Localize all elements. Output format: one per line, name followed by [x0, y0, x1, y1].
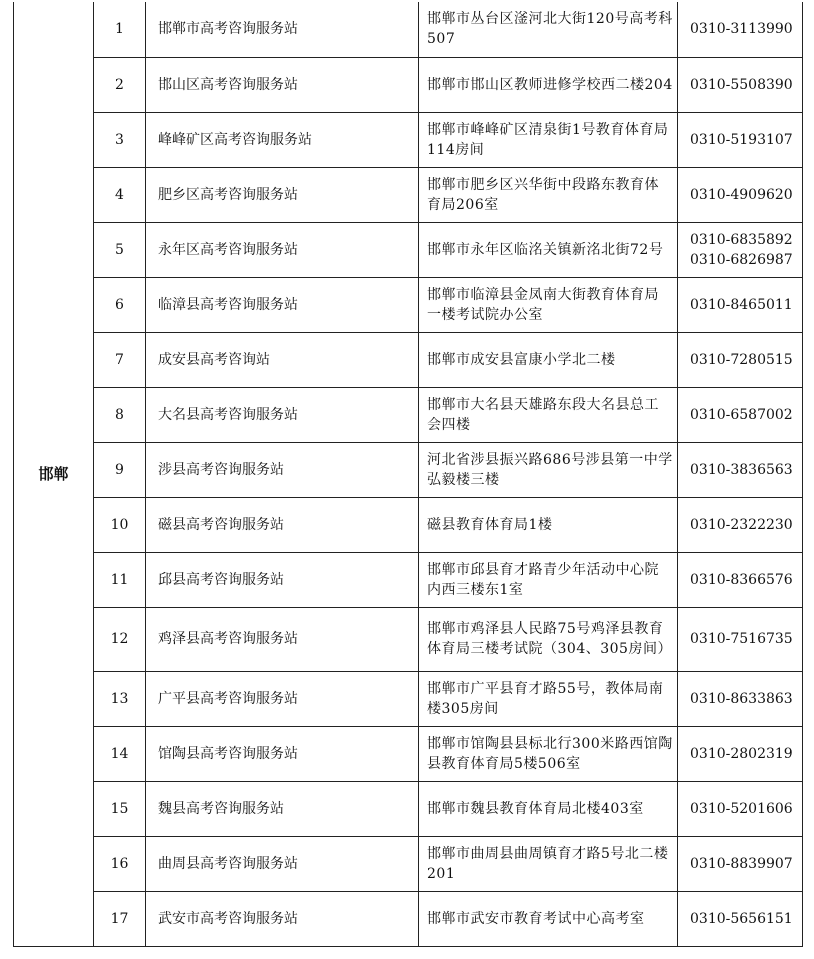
station-name: 武安市高考咨询服务站 [146, 891, 419, 946]
row-number: 5 [94, 222, 146, 277]
table-row [14, 277, 803, 332]
station-address: 邯郸市邱县育才路青少年活动中心院内西三楼东1室 [419, 552, 678, 607]
city-cell: 邯郸 [14, 2, 94, 947]
row-number: 10 [94, 497, 146, 552]
station-address: 河北省涉县振兴路686号涉县第一中学弘毅楼三楼 [419, 442, 678, 497]
station-name: 邯郸市高考咨询服务站 [146, 2, 419, 57]
station-address: 邯郸市广平县育才路55号，教体局南楼305房间 [419, 671, 678, 726]
station-address: 邯郸市鸡泽县人民路75号鸡泽县教育体育局三楼考试院（304、305房间） [419, 607, 678, 671]
station-address: 邯郸市永年区临洺关镇新洺北街72号 [419, 222, 678, 277]
phone-number: 0310-6835892 [690, 231, 793, 248]
station-phone [678, 552, 803, 607]
station-address: 邯郸市曲周县曲周镇育才路5号北二楼201 [419, 836, 678, 891]
station-name: 磁县高考咨询服务站 [146, 497, 419, 552]
row-number: 16 [94, 836, 146, 891]
row-number: 2 [94, 57, 146, 112]
station-name: 广平县高考咨询服务站 [146, 671, 419, 726]
station-name: 邱县高考咨询服务站 [146, 552, 419, 607]
phone-number: 0310-5193107 [690, 131, 793, 148]
phone-number: 0310-6826987 [690, 251, 793, 268]
station-phone [678, 57, 803, 112]
table-body [14, 2, 803, 947]
station-phone [678, 891, 803, 946]
station-address: 邯郸市邯山区教师进修学校西二楼204 [419, 57, 678, 112]
table-row [14, 836, 803, 891]
station-address: 邯郸市临漳县金凤南大街教育体育局一楼考试院办公室 [419, 277, 678, 332]
station-name: 曲周县高考咨询服务站 [146, 836, 419, 891]
table-row [14, 891, 803, 946]
row-number: 8 [94, 387, 146, 442]
row-number: 9 [94, 442, 146, 497]
table-row [14, 552, 803, 607]
station-phone [678, 332, 803, 387]
station-phone [678, 167, 803, 222]
station-name: 临漳县高考咨询服务站 [146, 277, 419, 332]
row-number: 1 [94, 2, 146, 57]
phone-number: 0310-5656151 [690, 910, 793, 927]
station-name: 邯山区高考咨询服务站 [146, 57, 419, 112]
station-address: 邯郸市武安市教育考试中心高考室 [419, 891, 678, 946]
table-row [14, 497, 803, 552]
table-row [14, 781, 803, 836]
phone-number: 0310-8633863 [690, 690, 793, 707]
row-number: 14 [94, 726, 146, 781]
station-name: 成安县高考咨询站 [146, 332, 419, 387]
station-phone [678, 607, 803, 671]
station-address: 磁县教育体育局1楼 [419, 497, 678, 552]
table-row [14, 607, 803, 671]
phone-number: 0310-2322230 [690, 516, 793, 533]
table-row [14, 387, 803, 442]
station-phone [678, 442, 803, 497]
phone-number: 0310-7280515 [690, 351, 793, 368]
station-phone [678, 222, 803, 277]
station-name: 馆陶县高考咨询服务站 [146, 726, 419, 781]
station-phone [678, 781, 803, 836]
station-phone [678, 277, 803, 332]
row-number: 11 [94, 552, 146, 607]
row-number: 13 [94, 671, 146, 726]
row-number: 6 [94, 277, 146, 332]
table-row [14, 332, 803, 387]
station-name: 肥乡区高考咨询服务站 [146, 167, 419, 222]
station-name: 峰峰矿区高考咨询服务站 [146, 112, 419, 167]
station-address: 邯郸市大名县天雄路东段大名县总工会四楼 [419, 387, 678, 442]
station-address: 邯郸市成安县富康小学北二楼 [419, 332, 678, 387]
table-row [14, 112, 803, 167]
phone-number: 0310-5201606 [690, 800, 793, 817]
station-phone [678, 836, 803, 891]
table-row [14, 726, 803, 781]
phone-number: 0310-5508390 [690, 76, 793, 93]
table-row [14, 442, 803, 497]
table-row [14, 167, 803, 222]
table-row [14, 57, 803, 112]
station-address: 邯郸市馆陶县县标北行300米路西馆陶县教育体育局5楼506室 [419, 726, 678, 781]
row-number: 4 [94, 167, 146, 222]
phone-number: 0310-4909620 [690, 186, 793, 203]
station-phone [678, 497, 803, 552]
consultation-station-table [13, 2, 803, 947]
table-row [14, 222, 803, 277]
phone-number: 0310-8465011 [690, 296, 793, 313]
phone-number: 0310-2802319 [690, 745, 793, 762]
station-phone [678, 671, 803, 726]
row-number: 17 [94, 891, 146, 946]
phone-number: 0310-3836563 [690, 461, 793, 478]
table-row [14, 671, 803, 726]
station-phone [678, 2, 803, 57]
station-address: 邯郸市丛台区滏河北大街120号高考科507 [419, 2, 678, 57]
station-address: 邯郸市肥乡区兴华街中段路东教育体育局206室 [419, 167, 678, 222]
station-phone [678, 726, 803, 781]
station-address: 邯郸市魏县教育体育局北楼403室 [419, 781, 678, 836]
station-phone [678, 387, 803, 442]
phone-number: 0310-8366576 [690, 571, 793, 588]
phone-number: 0310-8839907 [690, 855, 793, 872]
station-name: 永年区高考咨询服务站 [146, 222, 419, 277]
station-name: 涉县高考咨询服务站 [146, 442, 419, 497]
row-number: 3 [94, 112, 146, 167]
phone-number: 0310-6587002 [690, 406, 793, 423]
row-number: 12 [94, 607, 146, 671]
row-number: 7 [94, 332, 146, 387]
station-phone [678, 112, 803, 167]
row-number: 15 [94, 781, 146, 836]
station-address: 邯郸市峰峰矿区清泉街1号教育体育局114房间 [419, 112, 678, 167]
station-name: 鸡泽县高考咨询服务站 [146, 607, 419, 671]
station-name: 大名县高考咨询服务站 [146, 387, 419, 442]
phone-number: 0310-7516735 [690, 631, 793, 648]
phone-number: 0310-3113990 [690, 21, 793, 38]
table-row [14, 2, 803, 57]
station-name: 魏县高考咨询服务站 [146, 781, 419, 836]
